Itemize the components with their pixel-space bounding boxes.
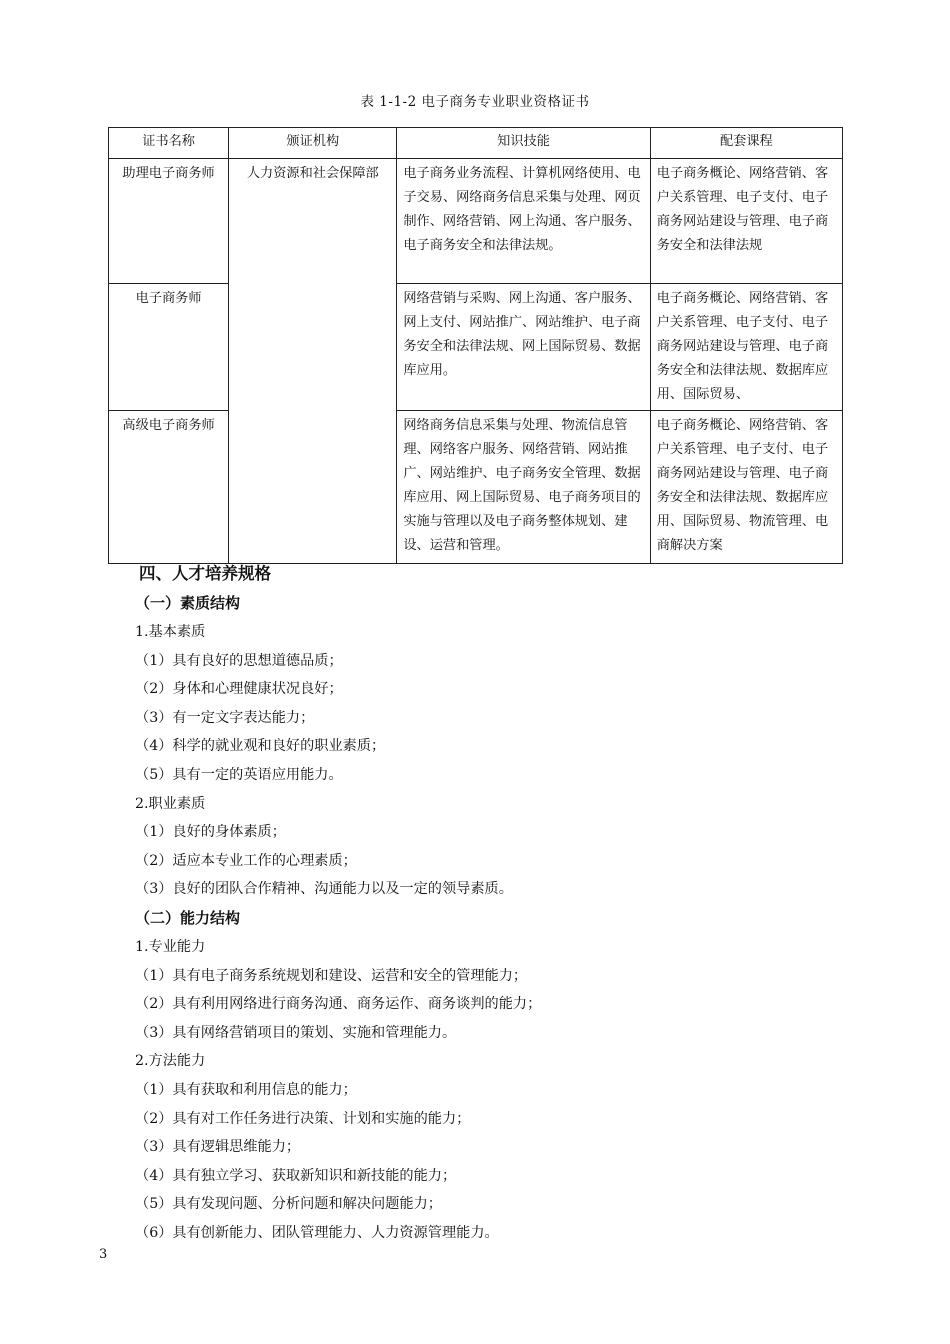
list-item: （1）具有良好的思想道德品质；: [135, 652, 343, 669]
table-row: [109, 411, 843, 564]
table-header-row: [109, 128, 843, 159]
list-item: （2）具有利用网络进行商务沟通、商务运作、商务谈判的能力；: [135, 996, 542, 1013]
courses-cell: 电子商务概论、网络营销、客户关系管理、电子支付、电子商务网站建设与管理、电子商务安全和法律法规: [650, 159, 842, 284]
skills-cell: 网络商务信息采集与处理、物流信息管理、网络客户服务、网络营销、网站推广、网站维护、电子商务安全管理、数据库应用、网上国际贸易、电子商务项目的实施与管理以及电子商务整体规划、建设、运营和管理。: [397, 411, 650, 564]
list-item: （1）具有获取和利用信息的能力；: [135, 1081, 357, 1098]
subsection-heading-ability: （二）能力结构: [135, 908, 241, 927]
header-cert-name: 证书名称: [109, 128, 229, 159]
skills-cell: 网络营销与采购、网上沟通、客户服务、网上支付、网站推广、网站维护、电子商务安全和法律法规、网上国际贸易、数据库应用。: [397, 284, 650, 411]
cert-name-cell: 助理电子商务师: [109, 159, 229, 284]
basic-quality-title: 1.基本素质: [135, 624, 206, 640]
table-row: [109, 159, 843, 284]
list-item: （4）科学的就业观和良好的职业素质；: [135, 738, 386, 755]
table-row: [109, 284, 843, 411]
list-item: （5）具有发现问题、分析问题和解决问题能力；: [135, 1196, 442, 1213]
list-item: （1）良好的身体素质；: [135, 824, 286, 841]
header-skills: 知识技能: [397, 128, 650, 159]
list-item: （3）具有逻辑思维能力；: [135, 1139, 301, 1156]
cert-name-cell: 电子商务师: [109, 284, 229, 411]
header-courses: 配套课程: [650, 128, 842, 159]
list-item: （3）具有网络营销项目的策划、实施和管理能力。: [135, 1024, 457, 1041]
method-ability-title: 2.方法能力: [135, 1053, 206, 1070]
skills-cell: 电子商务业务流程、计算机网络使用、电子交易、网络商务信息采集与处理、网页制作、网络营销、网上沟通、客户服务、电子商务安全和法律法规。: [397, 159, 650, 284]
list-item: （4）具有独立学习、获取新知识和新技能的能力；: [135, 1167, 457, 1184]
list-item: （3）良好的团队合作精神、沟通能力以及一定的领导素质。: [135, 881, 513, 898]
list-item: （2）具有对工作任务进行决策、计划和实施的能力；: [135, 1110, 471, 1127]
professional-ability-title: 1.专业能力: [135, 938, 206, 955]
list-item: （2）适应本专业工作的心理素质；: [135, 852, 357, 869]
header-issuer: 颁证机构: [229, 128, 397, 159]
issuer-cell: 人力资源和社会保障部: [229, 159, 397, 564]
table-caption: 表 1-1-2 电子商务专业职业资格证书: [360, 94, 590, 110]
courses-cell: 电子商务概论、网络营销、客户关系管理、电子支付、电子商务网站建设与管理、电子商务安全和法律法规、数据库应用、国际贸易、物流管理、电商解决方案: [650, 411, 842, 564]
list-item: （5）具有一定的英语应用能力。: [135, 766, 343, 783]
cert-name-cell: 高级电子商务师: [109, 411, 229, 564]
list-item: （1）具有电子商务系统规划和建设、运营和安全的管理能力；: [135, 967, 528, 984]
training-spec-section: [135, 559, 855, 1247]
subsection-heading-quality: （一）素质结构: [135, 594, 241, 612]
section-heading: 四、人才培养规格: [139, 564, 271, 583]
list-item: （2）身体和心理健康状况良好；: [135, 681, 343, 698]
courses-cell: 电子商务概论、网络营销、客户关系管理、电子支付、电子商务网站建设与管理、电子商务安全和法律法规、数据库应用、国际贸易、: [650, 284, 842, 411]
page-number: 3: [99, 1247, 108, 1262]
certificate-table: [108, 127, 843, 564]
professional-quality-title: 2.职业素质: [135, 795, 206, 812]
list-item: （6）具有创新能力、团队管理能力、人力资源管理能力。: [135, 1224, 499, 1241]
list-item: （3）有一定文字表达能力；: [135, 709, 315, 726]
